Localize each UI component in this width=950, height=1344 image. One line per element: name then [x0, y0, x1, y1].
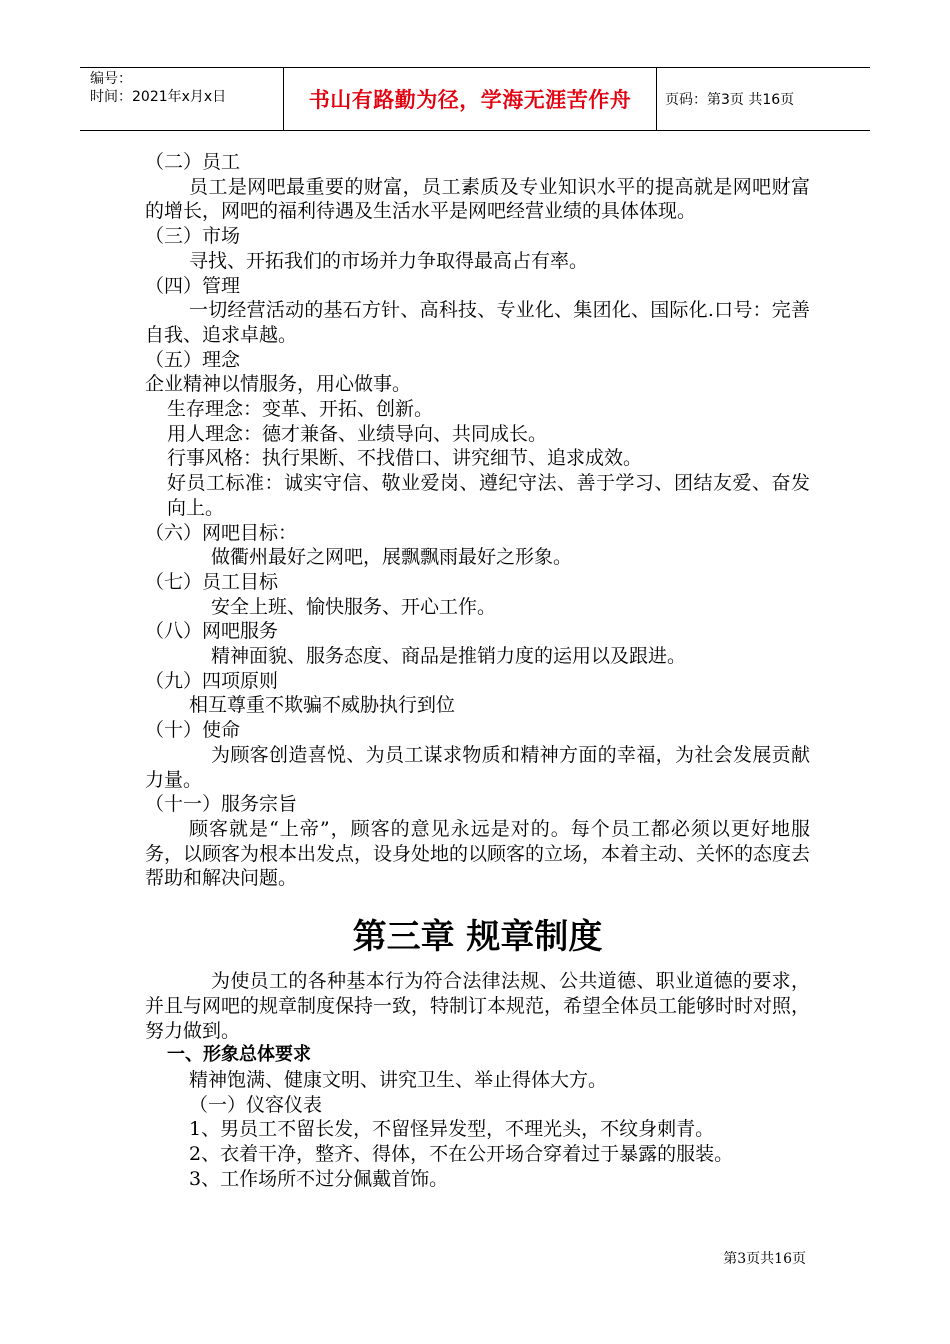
section-values [145, 150, 810, 891]
subheading: （七）员工目标 [145, 570, 279, 593]
paragraph: 行事风格：执行果断、不找借口、讲究细节、追求成效。 [167, 447, 643, 470]
subheading: （二）员工 [145, 151, 241, 173]
page-footer: 第3页共16页 [723, 1251, 806, 1267]
paragraph: 精神面貌、服务态度、商品是推销力度的运用以及跟进。 [211, 645, 687, 668]
subheading: （十）使命 [145, 719, 241, 742]
subheading: （六）网吧目标： [145, 521, 298, 544]
paragraph: 安全上班、愉快服务、开心工作。 [211, 595, 497, 618]
section-heading: 一、形象总体要求 [167, 1044, 311, 1066]
time-label: 时间：2021年x月x日 [90, 89, 227, 105]
paragraph: 寻找、开拓我们的市场并力争取得最高占有率。 [189, 249, 589, 272]
subheading: （八）网吧服务 [145, 620, 279, 643]
header-page-cell [656, 68, 870, 130]
paragraph: 3、工作场所不过分佩戴首饰。 [189, 1167, 449, 1190]
paragraph: 做衢州最好之网吧，展飘飘雨最好之形象。 [211, 546, 573, 569]
paragraph: 员工是网吧最重要的财富，员工素质及专业知识水平的提高就是网吧财富的增长，网吧的福利待遇及生活水平是网吧经营业绩的具体体现。 [145, 175, 810, 223]
chapter-title: 第三章 规章制度 [352, 917, 603, 958]
paragraph: 企业精神以情服务，用心做事。 [145, 373, 412, 396]
paragraph: 生存理念：变革、开拓、创新。 [167, 398, 434, 421]
paragraph: （一）仪容仪表 [189, 1093, 323, 1116]
header-meta [80, 68, 283, 130]
number-label: 编号： [90, 71, 132, 87]
paragraph: 用人理念：德才兼备、业绩导向、共同成长。 [167, 422, 548, 445]
paragraph: 相互尊重不欺骗不威胁执行到位 [189, 694, 456, 717]
page-info: 页码：第3页 共16页 [665, 92, 795, 108]
paragraph: 为顾客创造喜悦、为员工谋求物质和精神方面的幸福，为社会发展贡献力量。 [145, 743, 810, 791]
section-rules [145, 969, 810, 1191]
paragraph: 好员工标准：诚实守信、敬业爱岗、遵纪守法、善于学习、团结友爱、奋发向上。 [167, 472, 810, 519]
subheading: （十一）服务宗旨 [145, 793, 298, 816]
document-body [145, 150, 810, 1191]
header-motto-cell [283, 68, 657, 130]
paragraph: 顾客就是“上帝”，顾客的意见永远是对的。每个员工都必须以更好地服务，以顾客为根本出发点，设身处地的以顾客的立场，本着主动、关怀的态度去帮助和解决问题。 [145, 817, 811, 890]
paragraph: 精神饱满、健康文明、讲究卫生、举止得体大方。 [189, 1068, 608, 1091]
paragraph: 2、衣着干净，整齐、得体，不在公开场合穿着过于暴露的服装。 [189, 1143, 734, 1166]
subheading: （九）四项原则 [145, 669, 279, 692]
motto-text: 书山有路勤为径，学海无涯苦作舟 [308, 88, 632, 112]
paragraph: 一切经营活动的基石方针、高科技、专业化、集团化、国际化.口号：完善自我、追求卓越。 [145, 299, 810, 346]
subheading: （五）理念 [145, 348, 241, 371]
page-header [80, 67, 870, 131]
paragraph: 1、男员工不留长发，不留怪异发型，不理光头，不纹身刺青。 [189, 1118, 715, 1141]
subheading: （三）市场 [145, 225, 241, 248]
subheading: （四）管理 [145, 274, 241, 297]
paragraph: 为使员工的各种基本行为符合法律法规、公共道德、职业道德的要求，并且与网吧的规章制度保持一致，特制订本规范，希望全体员工能够时时对照，努力做到。 [145, 970, 811, 1042]
